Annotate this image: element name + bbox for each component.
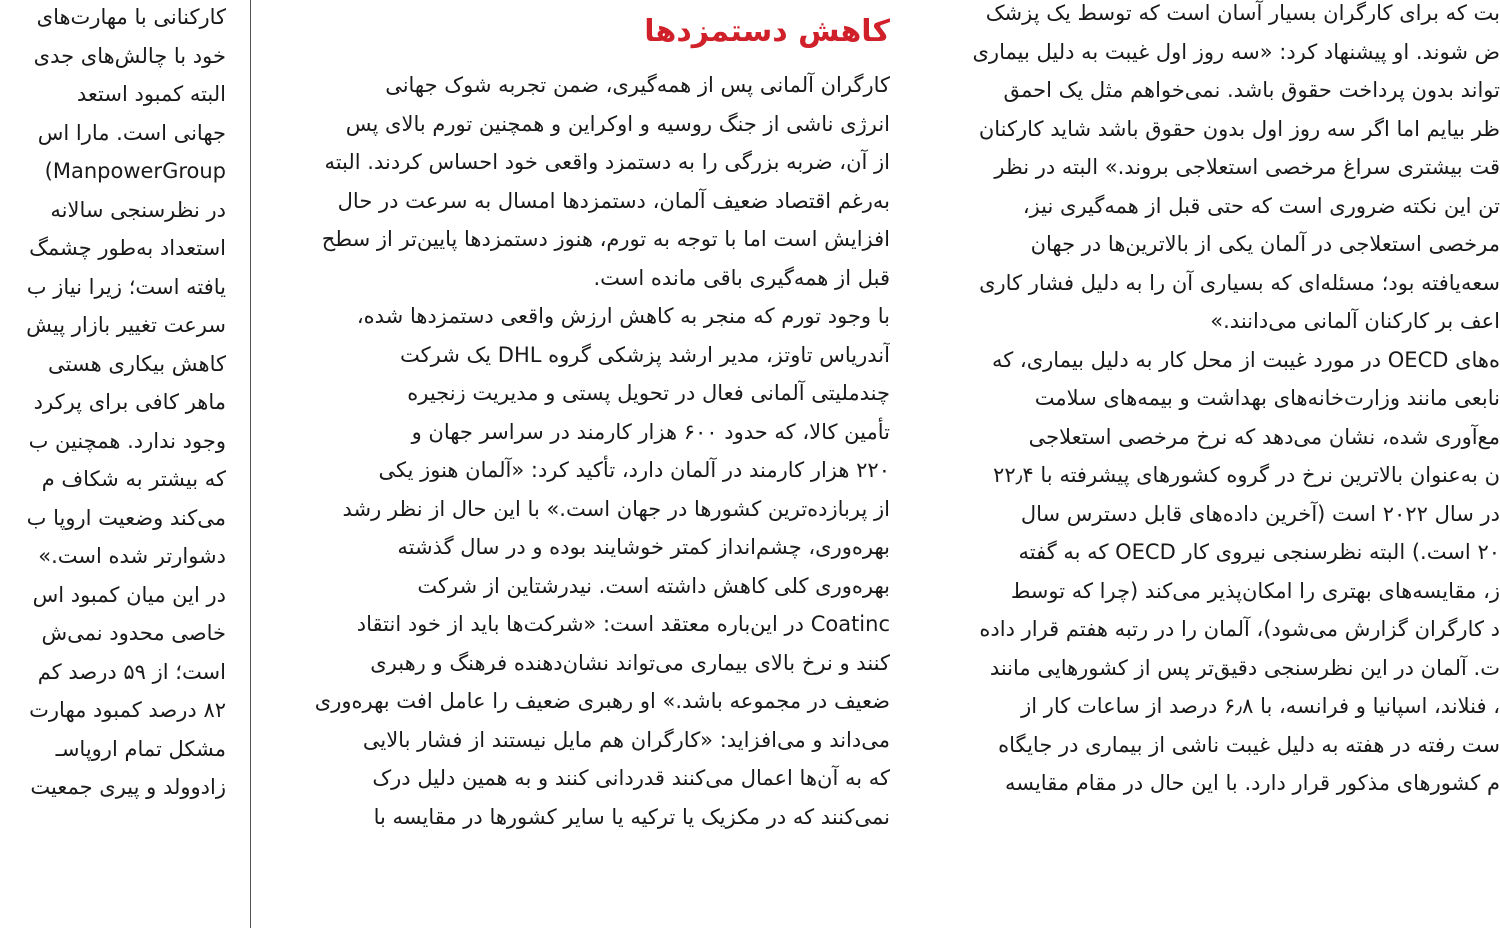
text-line: در این میان کمبود اس xyxy=(32,582,226,607)
text-line: در نظرسنجی سالانه xyxy=(50,197,226,222)
text-line: تأمین کالا، که حدود ۶۰۰ هزار کارمند در سراسر جهان و xyxy=(411,419,890,444)
text-line: است؛ از ۵۹ درصد کم xyxy=(37,659,226,684)
middle-column xyxy=(292,0,890,928)
text-line: بهره‌وری کلی کاهش داشته است. نیدرشتاین از شرکت xyxy=(417,573,890,598)
text-line: ز، مقایسه‌های بهتری را امکان‌پذیر می‌کند (چرا که توسط xyxy=(1010,578,1500,603)
text-line: ۸۲ درصد کمبود مهارت xyxy=(29,698,226,722)
text-line: کارکنانی با مهارت‌های xyxy=(36,5,226,29)
text-line: آندریاس تاوتز، مدیر ارشد پزشکی گروه DHL یک شرکت xyxy=(400,342,890,367)
text-line: کنند و نرخ بالای بیماری می‌تواند نشان‌دهنده فرهنگ و رهبری xyxy=(370,650,890,675)
text-line: خود با چالش‌های جدی xyxy=(33,43,226,68)
text-line: می‌کند وضعیت اروپا ب xyxy=(26,505,226,530)
text-line: اعف بر کارکنان آلمانی می‌دانند.» xyxy=(1210,309,1500,333)
article-heading: کاهش دستمزدها xyxy=(644,14,890,49)
text-line: ، فنلاند، اسپانیا و فرانسه، با ۶٫۸ درصد از ساعات کار از xyxy=(1021,694,1500,718)
text-line: انرژی ناشی از جنگ روسیه و اوکراین و همچنین تورم بالای پس xyxy=(345,111,890,136)
text-line: قبل از همه‌گیری باقی مانده است. xyxy=(593,265,890,290)
right-column-text xyxy=(938,0,1500,803)
text-line: قت بیشتری سراغ مرخصی استعلاجی بروند.» البته در نظر xyxy=(994,155,1500,179)
middle-column-text xyxy=(292,66,890,836)
text-line: تواند بدون پرداخت حقوق باشد. نمی‌خواهم مثل یک احمق xyxy=(1003,78,1500,102)
column-divider xyxy=(250,0,251,928)
text-line: مع‌آوری شده، نشان می‌دهد که نرخ مرخصی استعلاجی xyxy=(1028,424,1500,449)
text-line: ضعیف در مجموعه باشد.» او رهبری ضعیف را عامل افت بهره‌وری xyxy=(314,689,890,713)
text-line: نمی‌کنند که در مکزیک یا ترکیه یا سایر کشورها در مقایسه با xyxy=(373,804,890,829)
text-line: سرعت تغییر بازار پیش xyxy=(26,313,226,337)
text-line: ض شوند. او پیشنهاد کرد: «سه روز اول غیبت به دلیل بیماری xyxy=(972,39,1500,64)
text-line: از آن، ضربه بزرگی را به دستمزد واقعی خود احساس کردند. البته xyxy=(324,150,890,174)
text-line: ظر بیایم اما اگر سه روز اول بدون حقوق باشد شاید کارکنان xyxy=(978,116,1500,141)
left-column-text xyxy=(0,0,226,807)
text-line: نابعی مانند وزارت‌خانه‌های بهداشت و بیمه‌های سلامت xyxy=(1034,386,1500,410)
text-line: ه‌های OECD در مورد غیبت از محل کار به دلیل بیماری، که xyxy=(992,347,1500,372)
text-line: ت. آلمان در این نظرسنجی دقیق‌تر پس از کشورهایی مانند xyxy=(989,655,1500,680)
text-line: زادوولد و پیری جمعیت xyxy=(30,775,226,799)
text-line: می‌داند و می‌افزاید: «کارگران هم مایل نیستند از فشار بالایی xyxy=(362,727,890,752)
text-line: استعداد به‌طور چشمگ xyxy=(29,236,226,260)
text-line: بهره‌وری، چشم‌انداز کمتر خوشایند بوده و در سال گذشته xyxy=(397,535,890,559)
text-line: وجود ندارد. همچنین ب xyxy=(28,428,226,453)
text-line: Coatinc در این‌باره معتقد است: «شرکت‌ها باید از خود انتقاد xyxy=(356,612,890,636)
text-line: ۲۰ است.) البته نظرسنجی نیروی کار OECD که به گفته xyxy=(1018,540,1500,564)
text-line: کارگران آلمانی پس از همه‌گیری، ضمن تجربه شوک جهانی xyxy=(385,73,890,97)
text-line: افزایش است اما با توجه به تورم، هنوز دستمزدها پایین‌تر از سطح xyxy=(321,227,890,251)
text-line: ManpowerGroup) xyxy=(44,159,226,183)
left-column xyxy=(0,0,226,928)
text-line: خاصی محدود نمی‌ش xyxy=(41,621,226,645)
text-line: د کارگران گزارش می‌شود)، آلمان را در رتبه هفتم قرار داده xyxy=(979,617,1500,641)
text-line: کاهش بیکاری هستی xyxy=(48,351,226,376)
text-line: از پربازده‌ترین کشورها در جهان است.» با این حال از نظر رشد xyxy=(342,496,890,521)
text-line: که به آن‌ها اعمال می‌کنند قدردانی کنند و به همین دلیل درک xyxy=(372,766,890,790)
text-line: ۲۲۰ هزار کارمند در آلمان دارد، تأکید کرد: «آلمان هنوز یکی xyxy=(378,458,890,482)
text-line: چندملیتی آلمانی فعال در تحویل پستی و مدیریت زنجیره xyxy=(407,381,890,405)
text-line: بت که برای کارگران بسیار آسان است که توسط یک پزشک xyxy=(985,1,1500,25)
text-line: یافته است؛ زیرا نیاز ب xyxy=(26,274,226,299)
text-line: ن به‌عنوان بالاترین نرخ در گروه کشورهای پیشرفته با ۲۲٫۴ xyxy=(993,463,1500,487)
text-line: ماهر کافی برای پرکرد xyxy=(33,390,226,414)
text-line: در سال ۲۰۲۲ است (آخرین داده‌های قابل دسترس سال xyxy=(1020,501,1500,526)
text-line: ست رفته در هفته به دلیل غیبت ناشی از بیماری در جایگاه xyxy=(998,732,1500,757)
text-line: تن این نکته ضروری است که حتی قبل از همه‌گیری نیز، xyxy=(1022,193,1500,218)
text-line: م کشورهای مذکور قرار دارد. با این حال در مقام مقایسه xyxy=(1004,771,1500,795)
text-line: که بیشتر به شکاف م xyxy=(41,467,226,491)
text-line: مرخصی استعلاجی در آلمان یکی از بالاترین‌ها در جهان xyxy=(1030,232,1500,256)
text-line: دشوارتر شده است.» xyxy=(38,544,226,568)
text-line: با وجود تورم که منجر به کاهش ارزش واقعی دستمزدها شده، xyxy=(356,304,890,328)
text-line: مشکل تمام اروپاسـ xyxy=(55,736,226,761)
text-line: البته کمبود استعد xyxy=(76,82,226,106)
text-line: به‌رغم اقتصاد ضعیف آلمان، دستمزدها امسال به سرعت در حال xyxy=(337,188,890,213)
right-column xyxy=(938,0,1500,928)
text-line: جهانی است. مارا اس xyxy=(37,120,226,145)
text-line: سعه‌یافته بود؛ مسئله‌ای که بسیاری آن را به دلیل فشار کاری xyxy=(979,270,1500,295)
